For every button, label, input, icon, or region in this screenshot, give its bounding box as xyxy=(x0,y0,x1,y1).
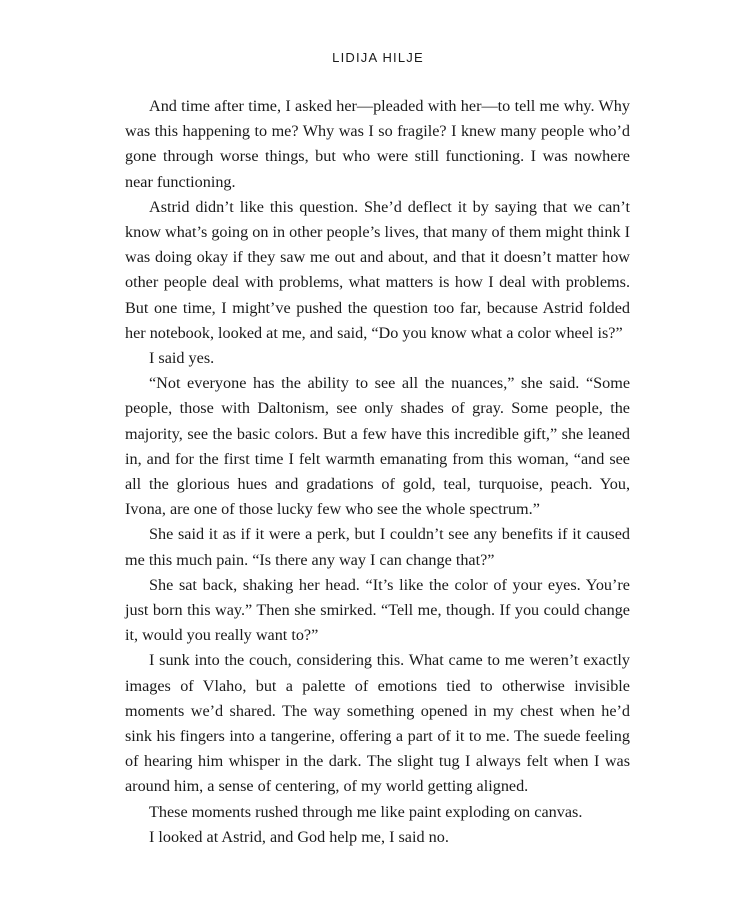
paragraph: I sunk into the couch, considering this. What came to me weren’t exactly images of Vlaho, but a palette of emotions tied to otherwise invisible moments we’d shared. The way something opened in my chest when he’d sink his fingers into a tangerine, offering a part of it to me. The suede feeling of hearing him whisper in the dark. The slight tug I always felt when I was around him, a sense of centering, of my world getting aligned. xyxy=(125,651,630,796)
paragraph: She sat back, shaking her head. “It’s like the color of your eyes. You’re just born this way.” Then she smirked. “Tell me, though. If you could change it, would you really want to?” xyxy=(125,575,630,645)
paragraph: These moments rushed through me like paint exploding on canvas. xyxy=(149,802,583,821)
paragraph: She said it as if it were a perk, but I couldn’t see any benefits if it caused me this much pain. “Is there any way I can change that?” xyxy=(125,525,630,569)
paragraph: “Not everyone has the ability to see all the nuances,” she said. “Some people, those with Daltonism, see only shades of gray. Some people, the majority, see the basic colors. But a few have this incredible gift,” she leaned in, and for the first time I felt warmth emanating from this woman, “and see all the glorious hues and gradations of gold, teal, turquoise, peach. You, Ivona, are one of those lucky few who see the whole spectrum.” xyxy=(125,374,630,519)
paragraph: Astrid didn’t like this question. She’d deflect it by saying that we can’t know what’s going on in other people’s lives, that many of them might think I was doing okay if they saw me out and about, and that it doesn’t matter how other people deal with problems, what matters is how I deal with problems. But one time, I might’ve pushed the question too far, because Astrid folded her notebook, looked at me, and said, “Do you know what a color wheel is?” xyxy=(125,197,630,342)
paragraph: I said yes. xyxy=(149,349,215,368)
paragraph: I looked at Astrid, and God help me, I said no. xyxy=(149,827,449,846)
body-text xyxy=(125,94,630,850)
running-head: LIDIJA HILJE xyxy=(332,50,424,65)
paragraph: And time after time, I asked her—pleaded with her—to tell me why. Why was this happening to me? Why was I so fragile? I knew many people who’d gone through worse things, but who were still functioning. I was nowhere near functioning. xyxy=(125,97,630,191)
